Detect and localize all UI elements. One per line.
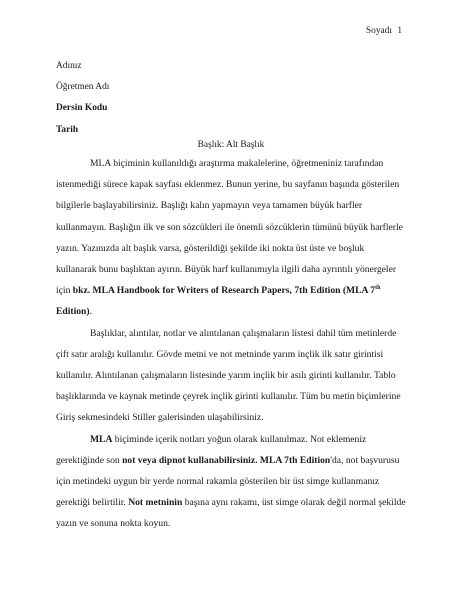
course-code: Dersin Kodu — [56, 103, 108, 114]
paragraph-3 — [56, 429, 406, 535]
paragraph-3-text-3: başına aynı rakamı, üst simge olarak değil normal şekilde yazın ve sonuna nokta koyun. — [56, 497, 406, 530]
citation-superscript: th — [375, 285, 381, 292]
heading-block — [56, 56, 406, 141]
header-surname: Soyadı — [365, 26, 392, 36]
running-header — [363, 26, 402, 36]
paragraph-3-bold-2: not veya dipnot kullanabilirsiniz. MLA 7th Edition — [122, 454, 331, 466]
paragraph-3-text-1: biçiminde içerik notları yoğun olarak kullanılmaz. Not eklemeniz gerektiğinde son — [56, 433, 367, 466]
header-page-number: 1 — [397, 26, 402, 36]
citation-end: Edition) — [56, 306, 90, 318]
paragraph-1-text: MLA biçiminin kullanıldığı araştırma makalelerine, öğretmeniniz tarafından istenmediği sürece kapak sayfası eklenmez. Bunun yerine, bu sayfanın başında gösterilen bilgilerle başlayabilirsiniz. Başlığı kalın yapmayın veya tamamen büyük harfler kullanmayın. Başlığın ilk ve son sözcükleri ile önemli sözcüklerin tümünü büyük harflerle yazın. Yazınızda alt başlık varsa, gösterildiği şekilde iki nokta üst üste ve boşluk kullanarak bunu başlıktan ayırın. Büyük harf kullanımıyla ilgili daha ayrıntılı yönergeler için — [56, 158, 403, 297]
date: Tarih — [56, 124, 79, 135]
paragraph-3-bold-3: Not metninin — [128, 497, 183, 509]
paragraph-1-citation — [56, 285, 380, 317]
citation-text: bkz. MLA Handbook for Writers of Research Papers, 7th Edition (MLA 7 — [72, 285, 376, 297]
paper-title: Başlık: Alt Başlık — [197, 140, 265, 150]
paragraph-3-text-2: 'da, not başvurusu için metindeki uygun bir yerde normal rakamla gösterilen bir üst simge kullanmanız gerektiği belirtilir. — [56, 454, 400, 509]
paragraph-1-end: . — [89, 306, 92, 318]
paragraph-3-bold-1: MLA — [90, 433, 113, 445]
paragraph-2: Başlıklar, alıntılar, notlar ve alıntılanan çalışmaların listesi dahil tüm metinlerde çift satır aralığı kullanılır. Gövde metni ve not metninde yarım inçlik ilk satır girintisi kullanılır. Alıntılanan çalışmaların listesinde yarım inçlik bir asılı girinti kullanılır. Tablo başlıklarında ve kaynak metinde çeyrek inçlik girinti kullanılır. Tüm bu metin biçimlerine Giriş sekmesindeki Stiller galerisinden ulaşabilirsiniz. — [56, 327, 401, 424]
student-name: Adınız — [56, 61, 82, 71]
body-text — [56, 153, 406, 535]
paragraph-1 — [56, 153, 406, 323]
teacher-name: Öğretmen Adı — [56, 82, 110, 93]
